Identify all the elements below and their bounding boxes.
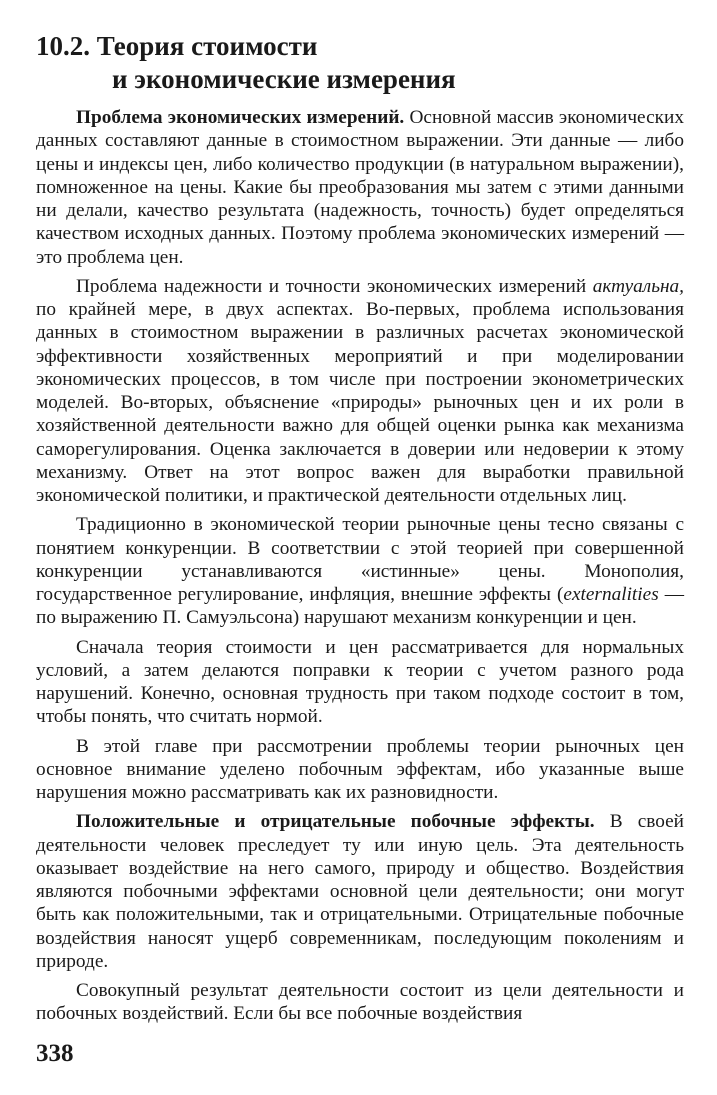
section-heading <box>36 30 684 96</box>
paragraph-1-lead: Проблема экономических измерений. <box>76 107 405 128</box>
paragraph-4: Сначала теория стоимости и цен рассматривается для нормальных условий, а затем делаются поправки к теории с учетом разного рода нарушений. Конечно, основная трудность при таком подходе состоит в том, чтобы понять, что считать нормой. <box>36 636 684 728</box>
page <box>36 30 684 1026</box>
paragraph-2-italic: актуальна, <box>592 275 684 297</box>
paragraph-3-text-start: Традиционно в экономической теории рыночные цены тесно связаны с понятием конкуренции. В соответствии с этой теорией при совершенной конкуренции устанавливаются «истинные» цены. Монополия, государственное регулирование, инфляция, внешние эффекты ( <box>36 514 684 605</box>
body-text <box>36 106 684 1026</box>
section-title-line1: Теория стоимости <box>96 31 318 61</box>
paragraph-6-text: В своей деятельности человек преследует ту или иную цель. Эта деятельность оказывает воздействие на него самого, природу и общество. Воздействия являются побочными эффектами основной цели деятельности; они могут быть как положительными, так и отрицательными. Отрицательные побочные воздействия наносят ущерб современникам, последующим поколениям и природе. <box>36 811 684 972</box>
page-number: 338 <box>36 1040 74 1067</box>
paragraph-6-lead: Положительные и отрицательные побочные эффекты. <box>76 811 595 833</box>
paragraph-3-italic: externalities <box>563 584 659 605</box>
section-title-line2: и экономические измерения <box>112 64 456 94</box>
paragraph-5: В этой главе при рассмотрении проблемы теории рыночных цен основное внимание уделено побочным эффектам, ибо указанные выше нарушения можно рассматривать как их разновидности. <box>36 735 684 803</box>
paragraph-1 <box>36 106 684 269</box>
paragraph-2-text-end: по крайней мере, в двух аспектах. Во-первых, проблема использования данных в стоимостном выражении в различных расчетах экономической эффективности хозяйственных мероприятий и при моделировании экономических процессов, в том числе при построении эконометрических моделей. Во-вторых, объяснение «природы» рыночных цен и их роли в хозяйственной деятельности важно для общей оценки рынка как механизма саморегулирования. Оценка заключается в доверии или недоверии к этому механизму. Ответ на этот вопрос важен для выработки правильной экономической политики, и практической деятельности отдельных лиц. <box>36 299 684 506</box>
section-number: 10.2. <box>36 31 90 61</box>
paragraph-7: Совокупный результат деятельности состоит из цели деятельности и побочных воздействий. Если бы все побочные воздействия <box>36 980 684 1025</box>
paragraph-1-text: Основной массив экономических данных составляют данные в стоимостном выражении. Эти данные — либо цены и индексы цен, либо количество продукции (в натуральном выражении), помноженное на цены. Какие бы преобразования мы затем с этими данными ни делали, качество результата (надежность, точность) будет определяться качеством исходных данных. Поэтому проблема экономических измерений — это проблема цен. <box>36 107 684 268</box>
paragraph-3 <box>36 513 684 629</box>
paragraph-6 <box>36 810 684 973</box>
paragraph-2 <box>36 275 684 508</box>
paragraph-2-text-start: Проблема надежности и точности экономических измерений <box>76 275 593 297</box>
paragraph-3-text-end: — по выражению П. Самуэльсона) нарушают механизм конкуренции и цен. <box>36 584 684 629</box>
